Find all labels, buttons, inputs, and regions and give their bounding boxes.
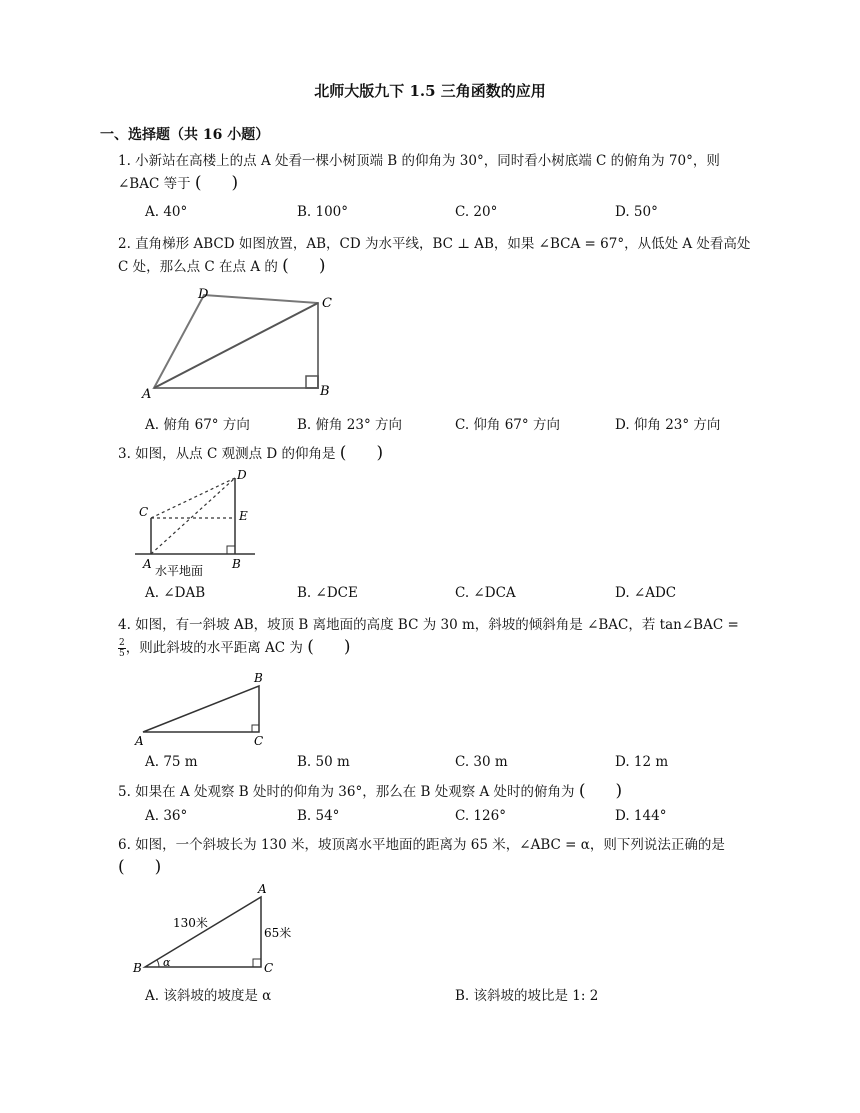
option-d: D. 144° [615,808,667,824]
question-2 [118,233,764,278]
answer-paren-close: ) [318,256,326,276]
question-6 [118,834,764,879]
question-2-stem-line2 [118,255,764,278]
answer-paren-open: ( [118,857,125,877]
option-d: D. 50° [615,204,658,220]
label-ground: 水平地面 [155,564,204,578]
question-3-stem-line1 [118,442,764,465]
option-a: A. 36° [145,808,188,824]
label-a: A [142,387,152,402]
option-c: C. 20° [455,204,498,220]
question-1-stem-line1: 1. 小新站在高楼上的点 A 处看一棵小树顶端 B 的仰角为 30°，同时看小树底端 C 的俯角为 70°，则 [118,153,720,169]
question-6-figure [133,883,303,978]
answer-paren-open: ( [307,637,314,657]
label-a: A [143,557,152,571]
label-a: A [135,734,144,748]
label-c: C [139,505,149,519]
answer-paren-close: ) [343,637,351,657]
option-a: A. 俯角 67° 方向 [145,417,250,433]
answer-paren-close: ) [376,443,384,463]
question-2-stem-text: C 处，那么点 C 在点 A 的 [118,259,278,275]
question-2-stem-line1: 2. 直角梯形 ABCD 如图放置，AB，CD 为水平线，BC ⊥ AB，如果 ∠BCA = 67°，从低处 A 处看高处 [118,236,751,252]
label-b: B [133,961,142,975]
label-a: A [258,882,267,896]
answer-paren-close: ) [231,173,239,193]
label-e: E [239,509,248,523]
label-d: D [198,287,209,302]
question-4 [118,614,764,659]
option-b: B. 54° [297,808,340,824]
label-c: C [322,296,332,311]
option-c: C. ∠DCA [455,585,516,601]
question-3-figure [133,468,263,578]
question-5-stem-text: 5. 如果在 A 处观察 B 处时的仰角为 36°，那么在 B 处观察 A 处时的俯角为 [118,784,575,800]
fraction-two-fifths: $\frac{2}{5}$ [119,638,125,659]
option-d: D. ∠ADC [615,585,677,601]
question-3-stem-text: 3. 如图，从点 C 观测点 D 的仰角是 [118,446,336,462]
question-6-stem-line1: 6. 如图，一个斜坡长为 130 米，坡顶离水平地面的距离为 65 米，∠ABC = α，则下列说法正确的是 [118,837,725,853]
option-b: B. ∠DCE [297,585,358,601]
question-3 [118,442,764,465]
option-c: C. 仰角 67° 方向 [455,417,560,433]
page-title: 北师大版九下 1.5 三角函数的应用 [314,82,546,100]
answer-paren-open: ( [282,256,289,276]
question-4-figure [133,670,273,750]
label-slope-length: 130米 [173,916,208,930]
question-4-stem-line2 [118,636,764,659]
label-b: B [232,557,241,571]
option-a: A. 该斜坡的坡度是 α [145,988,272,1004]
section-heading: 一、选择题（共 16 小题） [100,127,270,143]
label-height: 65米 [264,926,292,940]
answer-paren-open: ( [194,173,202,193]
answer-paren-open: ( [339,443,347,463]
question-1-stem-text: ∠BAC 等于 [118,176,191,192]
label-c: C [264,961,274,975]
question-1-stem-line2 [118,172,764,195]
option-a: A. ∠DAB [145,585,206,601]
option-c: C. 126° [455,808,506,824]
option-b: B. 该斜坡的坡比是 1: 2 [455,988,599,1004]
label-c: C [254,734,264,748]
option-b: B. 100° [297,204,349,220]
option-c: C. 30 m [455,754,508,770]
question-6-stem-line2 [118,856,764,879]
option-d: D. 仰角 23° 方向 [615,417,721,433]
question-2-figure [140,285,340,400]
option-d: D. 12 m [615,754,669,770]
answer-paren-open: ( [578,781,586,801]
answer-paren-close: ) [154,857,162,877]
label-b: B [320,384,330,399]
label-b: B [254,671,263,685]
label-d: D [237,468,247,482]
question-5 [118,780,764,803]
option-b: B. 50 m [297,754,350,770]
question-4-stem-text: ，则此斜坡的水平距离 AC 为 [125,640,303,656]
label-alpha: α [163,956,171,969]
question-5-stem-line1 [118,780,764,803]
question-1 [118,150,764,195]
question-4-stem-line1: 4. 如图，有一斜坡 AB，坡顶 B 离地面的高度 BC 为 30 m，斜坡的倾斜角是 ∠BAC，若 tan∠BAC = [118,617,739,633]
option-b: B. 俯角 23° 方向 [297,417,403,433]
option-a: A. 75 m [145,754,198,770]
answer-paren-close: ) [615,781,623,801]
option-a: A. 40° [145,204,188,220]
